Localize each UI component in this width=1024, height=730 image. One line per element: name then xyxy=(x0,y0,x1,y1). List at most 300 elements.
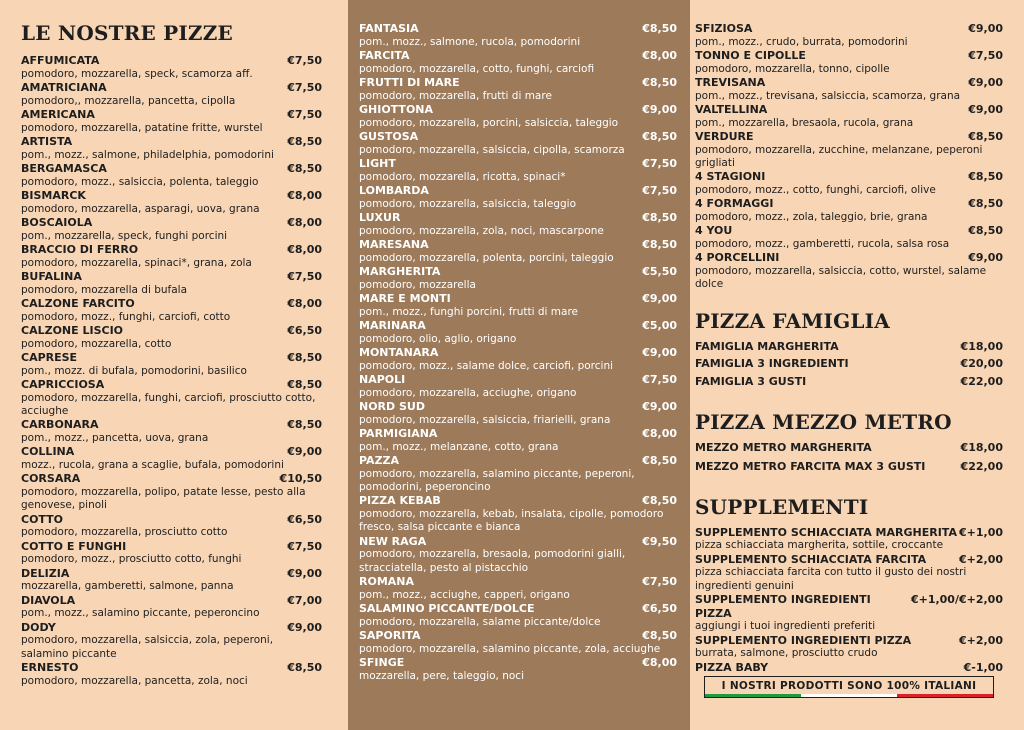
menu-item-price: €8,50 xyxy=(968,224,1003,238)
menu-item-row xyxy=(695,130,1003,144)
menu-item-row xyxy=(359,265,677,279)
menu-item-name: MEZZO METRO FARCITA MAX 3 GUSTI xyxy=(695,460,926,474)
menu-item-price: €8,50 xyxy=(642,238,677,251)
menu-item-name: SUPPLEMENTO INGREDIENTI PIZZA xyxy=(695,593,871,620)
menu-item-ingredients: pomodoro, olio, aglio, origano xyxy=(359,332,517,345)
menu-item-row xyxy=(21,108,322,122)
menu-item-price: €8,50 xyxy=(287,162,322,175)
menu-item-price: €8,00 xyxy=(642,656,677,670)
menu-item-ingredients: pomodoro, mozzarella, funghi, carciofi, prosciutto cotto, acciughe xyxy=(21,391,316,417)
menu-item-row xyxy=(359,157,677,171)
menu-item-row xyxy=(359,184,677,198)
menu-item-row xyxy=(359,575,677,589)
menu-item-row xyxy=(359,103,677,117)
pizza-item xyxy=(359,184,677,211)
menu-item-ingredients: pomodoro, mozzarella, salamino piccante, peperoni, pomodorini, peperoncino xyxy=(359,467,635,493)
menu-item-ingredients: mozzarella, pere, taleggio, noci xyxy=(359,669,524,682)
menu-item-name: CALZONE LISCIO xyxy=(21,324,124,337)
menu-item-name: FAMIGLIA MARGHERITA xyxy=(695,339,839,353)
mezzo-metro-item xyxy=(695,441,1003,455)
pizza-item xyxy=(21,621,322,661)
menu-item-name: 4 FORMAGGI xyxy=(695,197,774,211)
menu-item-row xyxy=(359,400,677,414)
menu-item-name: PARMIGIANA xyxy=(359,427,438,440)
menu-item-price: €9,00 xyxy=(968,251,1003,265)
menu-item-ingredients: pomodoro, mozzarella, pancetta, zola, noci xyxy=(21,674,248,687)
menu-item-name: SFIZIOSA xyxy=(695,22,753,35)
menu-item-row xyxy=(695,197,1003,211)
menu-item-row xyxy=(21,189,322,203)
pizza-item xyxy=(21,661,322,688)
menu-item-ingredients: pomodoro, mozzarella, frutti di mare xyxy=(359,89,552,102)
pizza-item xyxy=(21,513,322,540)
menu-item-name: MONTANARA xyxy=(359,346,439,359)
menu-item-name: AMATRICIANA xyxy=(21,81,107,94)
famiglia-item xyxy=(695,340,1003,354)
menu-item-row xyxy=(21,621,322,635)
menu-item-ingredients: pom., mozz., melanzane, cotto, grana xyxy=(359,440,559,453)
menu-item-ingredients: pomodoro, mozz., prosciutto cotto, funghi xyxy=(21,553,242,566)
menu-item-row xyxy=(21,54,322,68)
menu-item-ingredients: pomodoro, mozz., funghi, carciofi, cotto xyxy=(21,310,231,323)
menu-item-ingredients: pomodoro, mozzarella, prosciutto cotto xyxy=(21,526,228,539)
menu-item-ingredients: pom., mozzarella, bresaola, rucola, grana xyxy=(695,116,914,129)
menu-item-ingredients: pomodoro, mozzarella, zola, noci, mascarpone xyxy=(359,224,604,237)
menu-item-row xyxy=(359,130,677,144)
menu-item-name: BERGAMASCA xyxy=(21,162,107,175)
menu-item-ingredients: pom., mozz., salmone, philadelphia, pomodorini xyxy=(21,148,274,161)
menu-item-name: TREVISANA xyxy=(695,76,766,89)
menu-item-ingredients: pomodoro, mozzarella, polipo, patate lesse, pesto alla genovese, pinoli xyxy=(21,486,306,512)
pizza-item xyxy=(359,157,677,184)
menu-item-price: €+2,00 xyxy=(958,552,1003,566)
menu-item-row xyxy=(21,81,322,95)
menu-item-name: CAPRICCIOSA xyxy=(21,378,105,391)
menu-item-ingredients: pomodoro,, mozzarella, pancetta, cipolla xyxy=(21,94,236,107)
menu-item-name: GHIOTTONA xyxy=(359,103,434,116)
pizza-item xyxy=(21,567,322,594)
menu-item-row xyxy=(21,351,322,365)
menu-item-row xyxy=(695,76,1003,90)
menu-item-ingredients: pomodoro, mozzarella, speck, scamorza aff. xyxy=(21,67,253,80)
menu-item-price: €9,50 xyxy=(642,534,677,548)
pizza-list-right xyxy=(695,22,1003,292)
menu-item-price: €8,00 xyxy=(287,189,322,202)
supplemento-item xyxy=(695,661,1003,675)
menu-item-ingredients: burrata, salmone, prosciutto crudo xyxy=(695,647,878,660)
menu-item-ingredients: pomodoro, mozzarella, salsiccia, taleggio xyxy=(359,197,576,210)
menu-item-price: €10,50 xyxy=(279,472,322,486)
italian-flag-stripe xyxy=(705,694,993,697)
menu-item-row xyxy=(359,22,677,36)
pizza-item xyxy=(359,373,677,400)
menu-item-price: €8,50 xyxy=(642,76,677,89)
menu-item-row xyxy=(359,602,677,616)
menu-item-name: BUFALINA xyxy=(21,270,82,283)
supplemento-item xyxy=(695,593,1003,634)
pizza-item xyxy=(359,629,677,656)
menu-item-row xyxy=(21,594,322,608)
pizza-item xyxy=(359,49,677,76)
menu-item-name: 4 PORCELLINI xyxy=(695,251,780,265)
menu-item-row xyxy=(21,661,322,675)
menu-item-price: €7,50 xyxy=(968,49,1003,62)
menu-item-ingredients: pom., mozz., acciughe, capperi, origano xyxy=(359,588,570,601)
menu-item-row xyxy=(695,340,1003,354)
menu-item-name: MEZZO METRO MARGHERITA xyxy=(695,440,872,454)
menu-item-price: €9,00 xyxy=(642,346,677,359)
menu-item-row xyxy=(359,454,677,468)
menu-item-row xyxy=(359,238,677,252)
section-pizza-mezzo-metro xyxy=(695,409,1003,480)
menu-item-price: €7,50 xyxy=(642,184,677,197)
menu-item-price: €+1,00 xyxy=(958,525,1003,539)
menu-item-name: NEW RAGA xyxy=(359,534,427,548)
pizza-item xyxy=(21,135,322,162)
menu-item-name: SUPPLEMENTO SCHIACCIATA MARGHERITA xyxy=(695,525,957,539)
menu-item-row xyxy=(695,224,1003,238)
menu-item-price: €9,00 xyxy=(642,103,677,116)
menu-item-row xyxy=(695,441,1003,455)
pizza-item xyxy=(21,162,322,189)
pizza-item xyxy=(359,346,677,373)
menu-item-row xyxy=(21,324,322,338)
menu-item-price: €8,00 xyxy=(287,243,322,256)
menu-item-price: €9,00 xyxy=(642,292,677,305)
menu-item-row xyxy=(695,170,1003,184)
menu-item-price: €8,00 xyxy=(642,49,677,62)
pizza-item xyxy=(21,297,322,324)
menu-item-row xyxy=(21,270,322,284)
menu-item-name: CALZONE FARCITO xyxy=(21,297,135,310)
flag-green-band xyxy=(705,694,801,697)
menu-item-price: €18,00 xyxy=(960,440,1003,454)
menu-item-row xyxy=(359,49,677,63)
menu-item-name: CORSARA xyxy=(21,472,81,486)
menu-item-ingredients: pomodoro, mozz., zola, taleggio, brie, grana xyxy=(695,211,928,223)
supplemento-item xyxy=(695,553,1003,593)
section-supplementi xyxy=(695,494,1003,675)
pizza-item xyxy=(21,351,322,378)
menu-item-name: NAPOLI xyxy=(359,373,406,386)
menu-item-row xyxy=(359,292,677,306)
menu-item-name: VALTELLINA xyxy=(695,103,768,116)
menu-item-ingredients: pomodoro, mozzarella, salsiccia, friarielli, grana xyxy=(359,413,611,426)
pizza-item xyxy=(359,454,677,494)
menu-item-row xyxy=(359,319,677,333)
pizza-item xyxy=(21,378,322,418)
menu-item-price: €8,50 xyxy=(287,351,322,364)
menu-item-name: LIGHT xyxy=(359,157,396,170)
menu-item-price: €22,00 xyxy=(960,460,1003,474)
menu-item-name: CARBONARA xyxy=(21,418,99,432)
flag-red-band xyxy=(897,694,993,697)
menu-item-price: €-1,00 xyxy=(963,660,1003,674)
menu-item-ingredients: pomodoro, mozz., gamberetti, rucola, salsa rosa xyxy=(695,238,950,250)
menu-item-price: €8,50 xyxy=(642,130,677,143)
menu-item-name: DELIZIA xyxy=(21,566,70,580)
pizza-item xyxy=(359,76,677,103)
menu-item-name: BISMARCK xyxy=(21,189,86,202)
menu-item-row xyxy=(695,526,1003,540)
pizza-item xyxy=(21,270,322,297)
menu-item-ingredients: pomodoro, mozzarella, patatine fritte, wurstel xyxy=(21,121,263,134)
pizza-item xyxy=(359,535,677,575)
flag-white-band xyxy=(801,694,897,697)
menu-item-row xyxy=(21,567,322,581)
menu-item-ingredients: pomodoro, mozzarella, salamino piccante, zola, acciughe xyxy=(359,642,661,655)
section-pizza-famiglia xyxy=(695,308,1003,393)
menu-item-ingredients: pomodoro, mozzarella, polenta, porcini, taleggio xyxy=(359,251,614,264)
menu-item-row xyxy=(21,216,322,230)
menu-item-ingredients: pizza schiacciata farcita con tutto il gusto dei nostri ingredienti genuini xyxy=(695,566,967,592)
menu-item-row xyxy=(359,427,677,441)
menu-item-price: €7,50 xyxy=(642,373,677,386)
menu-item-price: €8,50 xyxy=(287,378,322,391)
supplemento-item xyxy=(695,634,1003,661)
menu-item-ingredients: pomodoro, mozz., salsiccia, polenta, taleggio xyxy=(21,175,259,188)
menu-item-price: €5,00 xyxy=(642,319,677,332)
menu-item-price: €+1,00/€+2,00 xyxy=(910,593,1003,607)
menu-item-price: €8,50 xyxy=(287,661,322,675)
menu-item-ingredients: aggiungi i tuoi ingredienti preferiti xyxy=(695,620,876,633)
italian-products-banner xyxy=(704,676,994,698)
menu-item-price: €8,00 xyxy=(642,427,677,440)
pizza-item xyxy=(359,602,677,629)
famiglia-item xyxy=(695,375,1003,389)
menu-item-ingredients: pomodoro, mozz., cotto, funghi, carciofi, olive xyxy=(695,184,936,196)
menu-item-name: AFFUMICATA xyxy=(21,54,100,67)
menu-item-ingredients: pomodoro, mozz., salame dolce, carciofi, porcini xyxy=(359,359,614,372)
menu-item-name: 4 STAGIONI xyxy=(695,170,766,184)
pizza-item xyxy=(21,81,322,108)
menu-item-row xyxy=(21,378,322,392)
menu-item-price: €7,50 xyxy=(642,157,677,170)
menu-item-name: AMERICANA xyxy=(21,108,95,121)
menu-item-price: €7,50 xyxy=(287,539,322,553)
section-title-pizza-mezzo-metro: PIZZA MEZZO METRO xyxy=(695,409,952,434)
menu-item-row xyxy=(359,373,677,387)
menu-item-ingredients: pomodoro, mozzarella, porcini, salsiccia, taleggio xyxy=(359,116,619,129)
column-left xyxy=(0,0,348,730)
section-title-pizza-famiglia: PIZZA FAMIGLIA xyxy=(695,308,890,333)
menu-item-price: €8,50 xyxy=(968,197,1003,211)
menu-item-ingredients: pomodoro, mozzarella di bufala xyxy=(21,283,188,296)
menu-item-ingredients: pomodoro, mozzarella, spinaci*, grana, zola xyxy=(21,256,252,269)
section-title-supplementi: SUPPLEMENTI xyxy=(695,494,869,519)
menu-item-row xyxy=(359,346,677,360)
menu-item-row xyxy=(695,49,1003,63)
menu-item-ingredients: pomodoro, mozzarella xyxy=(359,278,476,291)
menu-item-ingredients: pom., mozzarella, speck, funghi porcini xyxy=(21,229,228,242)
famiglia-list xyxy=(695,340,1003,393)
menu-item-name: BRACCIO DI FERRO xyxy=(21,243,139,256)
pizza-item xyxy=(359,22,677,49)
menu-item-name: SFINGE xyxy=(359,656,405,670)
pizza-item xyxy=(359,103,677,130)
menu-item-price: €20,00 xyxy=(960,357,1003,371)
menu-item-ingredients: pom., mozz., salamino piccante, peperoncino xyxy=(21,607,260,620)
pizza-item xyxy=(695,251,1003,291)
menu-item-name: NORD SUD xyxy=(359,400,425,413)
menu-item-name: LOMBARDA xyxy=(359,184,429,197)
menu-item-price: €7,00 xyxy=(287,593,322,607)
menu-item-price: €6,50 xyxy=(642,602,677,616)
menu-item-name: FANTASIA xyxy=(359,22,419,35)
famiglia-item xyxy=(695,357,1003,371)
pizza-item xyxy=(359,130,677,157)
menu-item-name: ARTISTA xyxy=(21,135,73,148)
menu-item-price: €6,50 xyxy=(287,324,322,337)
pizza-item xyxy=(359,656,677,683)
menu-item-price: €8,00 xyxy=(287,216,322,229)
menu-item-name: COTTO xyxy=(21,512,64,526)
menu-item-price: €8,50 xyxy=(642,211,677,224)
pizza-item xyxy=(21,189,322,216)
menu-item-name: PAZZA xyxy=(359,454,400,467)
menu-item-ingredients: pomodoro, mozzarella, tonno, cipolle xyxy=(695,62,890,75)
menu-item-row xyxy=(21,513,322,527)
menu-item-row xyxy=(21,445,322,459)
menu-item-row xyxy=(21,243,322,257)
pizza-item xyxy=(695,197,1003,224)
menu-item-name: SAPORITA xyxy=(359,629,421,643)
pizza-item xyxy=(21,418,322,445)
banner-text: I NOSTRI PRODOTTI SONO 100% ITALIANI xyxy=(721,680,977,692)
menu-item-price: €5,50 xyxy=(642,265,677,278)
pizza-item xyxy=(359,494,677,534)
menu-item-name: VERDURE xyxy=(695,130,754,143)
pizza-item xyxy=(21,243,322,270)
pizza-item xyxy=(21,594,322,621)
pizza-item xyxy=(359,400,677,427)
pizza-item xyxy=(359,575,677,602)
menu-item-row xyxy=(695,22,1003,36)
menu-item-price: €9,00 xyxy=(968,76,1003,89)
menu-item-price: €22,00 xyxy=(960,375,1003,388)
menu-item-ingredients: mozz., rucola, grana a scaglie, bufala, pomodorini xyxy=(21,459,284,471)
menu-item-name: MARE E MONTI xyxy=(359,292,451,305)
pizza-item xyxy=(359,292,677,319)
menu-item-ingredients: pomodoro, mozzarella, ricotta, spinaci* xyxy=(359,170,566,183)
menu-item-price: €7,50 xyxy=(287,54,322,67)
menu-item-price: €9,00 xyxy=(287,445,322,459)
supplementi-list xyxy=(695,526,1003,675)
menu-item-price: €8,50 xyxy=(968,130,1003,143)
menu-item-name: CAPRESE xyxy=(21,351,78,364)
pizza-item xyxy=(21,54,322,81)
menu-item-name: MARESANA xyxy=(359,238,429,251)
pizza-item xyxy=(695,224,1003,251)
menu-item-row xyxy=(21,162,322,176)
menu-item-name: 4 YOU xyxy=(695,224,733,238)
mezzo-metro-item xyxy=(695,460,1003,474)
pizza-item xyxy=(695,76,1003,103)
menu-item-name: GUSTOSA xyxy=(359,130,419,143)
menu-item-row xyxy=(359,656,677,670)
menu-item-ingredients: pomodoro, mozzarella, salame piccante/dolce xyxy=(359,615,601,628)
menu-item-name: MARINARA xyxy=(359,319,426,332)
menu-item-name: SUPPLEMENTO SCHIACCIATA FARCITA xyxy=(695,552,927,566)
menu-item-name: PIZZA KEBAB xyxy=(359,494,441,508)
menu-item-row xyxy=(695,460,1003,474)
pizza-item xyxy=(695,130,1003,170)
menu-item-row xyxy=(695,634,1003,648)
pizza-item xyxy=(359,211,677,238)
menu-item-row xyxy=(695,357,1003,371)
menu-item-price: €8,50 xyxy=(642,454,677,467)
menu-item-name: COTTO E FUNGHI xyxy=(21,539,127,553)
pizza-item xyxy=(695,170,1003,197)
menu-item-ingredients: pomodoro, mozzarella, kebab, insalata, cipolle, pomodoro fresco, salsa piccante e bianca xyxy=(359,508,664,534)
menu-item-ingredients: mozzarella, gamberetti, salmone, panna xyxy=(21,580,234,593)
menu-item-price: €8,50 xyxy=(287,418,322,432)
menu-item-row xyxy=(695,661,1003,675)
pizza-item xyxy=(21,540,322,567)
menu-item-name: LUXUR xyxy=(359,211,401,224)
menu-item-row xyxy=(21,135,322,149)
menu-item-row xyxy=(695,375,1003,389)
column-right xyxy=(690,0,1024,730)
menu-item-ingredients: pomodoro, mozzarella, cotto xyxy=(21,337,172,350)
menu-item-ingredients: pom., mozz. di bufala, pomodorini, basilico xyxy=(21,364,247,377)
menu-item-price: €9,00 xyxy=(968,103,1003,116)
menu-item-ingredients: pom., mozz., crudo, burrata, pomodorini xyxy=(695,35,908,48)
menu-item-price: €+2,00 xyxy=(958,633,1003,647)
menu-item-price: €9,00 xyxy=(287,566,322,580)
menu-item-price: €7,50 xyxy=(287,270,322,283)
menu-item-price: €7,50 xyxy=(642,575,677,589)
menu-item-name: ERNESTO xyxy=(21,661,79,675)
menu-item-name: DODY xyxy=(21,620,56,634)
pizza-list-middle xyxy=(359,22,677,683)
menu-item-name: MARGHERITA xyxy=(359,265,441,278)
supplemento-item xyxy=(695,526,1003,553)
menu-item-row xyxy=(21,418,322,432)
pizza-item xyxy=(359,319,677,346)
menu-item-name: FAMIGLIA 3 INGREDIENTI xyxy=(695,357,849,371)
menu-item-price: €8,00 xyxy=(287,297,322,310)
menu-item-price: €9,00 xyxy=(287,620,322,634)
menu-item-ingredients: pom., mozz., pancetta, uova, grana xyxy=(21,432,209,444)
menu-item-row xyxy=(695,553,1003,567)
menu-item-name: FARCITA xyxy=(359,49,410,62)
column-middle xyxy=(348,0,690,730)
menu-item-row xyxy=(695,251,1003,265)
menu-item-row xyxy=(695,103,1003,117)
pizza-item xyxy=(695,49,1003,76)
menu-item-price: €18,00 xyxy=(960,339,1003,353)
section-title-le-nostre-pizze: LE NOSTRE PIZZE xyxy=(21,21,233,45)
menu-item-name: TONNO E CIPOLLE xyxy=(695,49,806,62)
pizza-item xyxy=(21,445,322,472)
menu-item-name: PIZZA BABY xyxy=(695,660,769,674)
menu-item-name: FRUTTI DI MARE xyxy=(359,76,460,89)
menu-item-price: €9,00 xyxy=(642,400,677,413)
menu-item-price: €8,50 xyxy=(968,170,1003,184)
menu-item-price: €6,50 xyxy=(287,512,322,526)
pizza-item xyxy=(695,103,1003,130)
menu-item-row xyxy=(21,297,322,311)
pizza-item xyxy=(359,265,677,292)
menu-item-row xyxy=(21,540,322,554)
menu-item-row xyxy=(359,211,677,225)
menu-item-row xyxy=(21,472,322,486)
menu-item-price: €8,50 xyxy=(642,22,677,35)
pizza-item xyxy=(21,472,322,512)
menu-item-ingredients: pomodoro, mozzarella, bresaola, pomodorini gialli, stracciatella, pesto al pistacchio xyxy=(359,548,626,574)
pizza-item xyxy=(21,324,322,351)
